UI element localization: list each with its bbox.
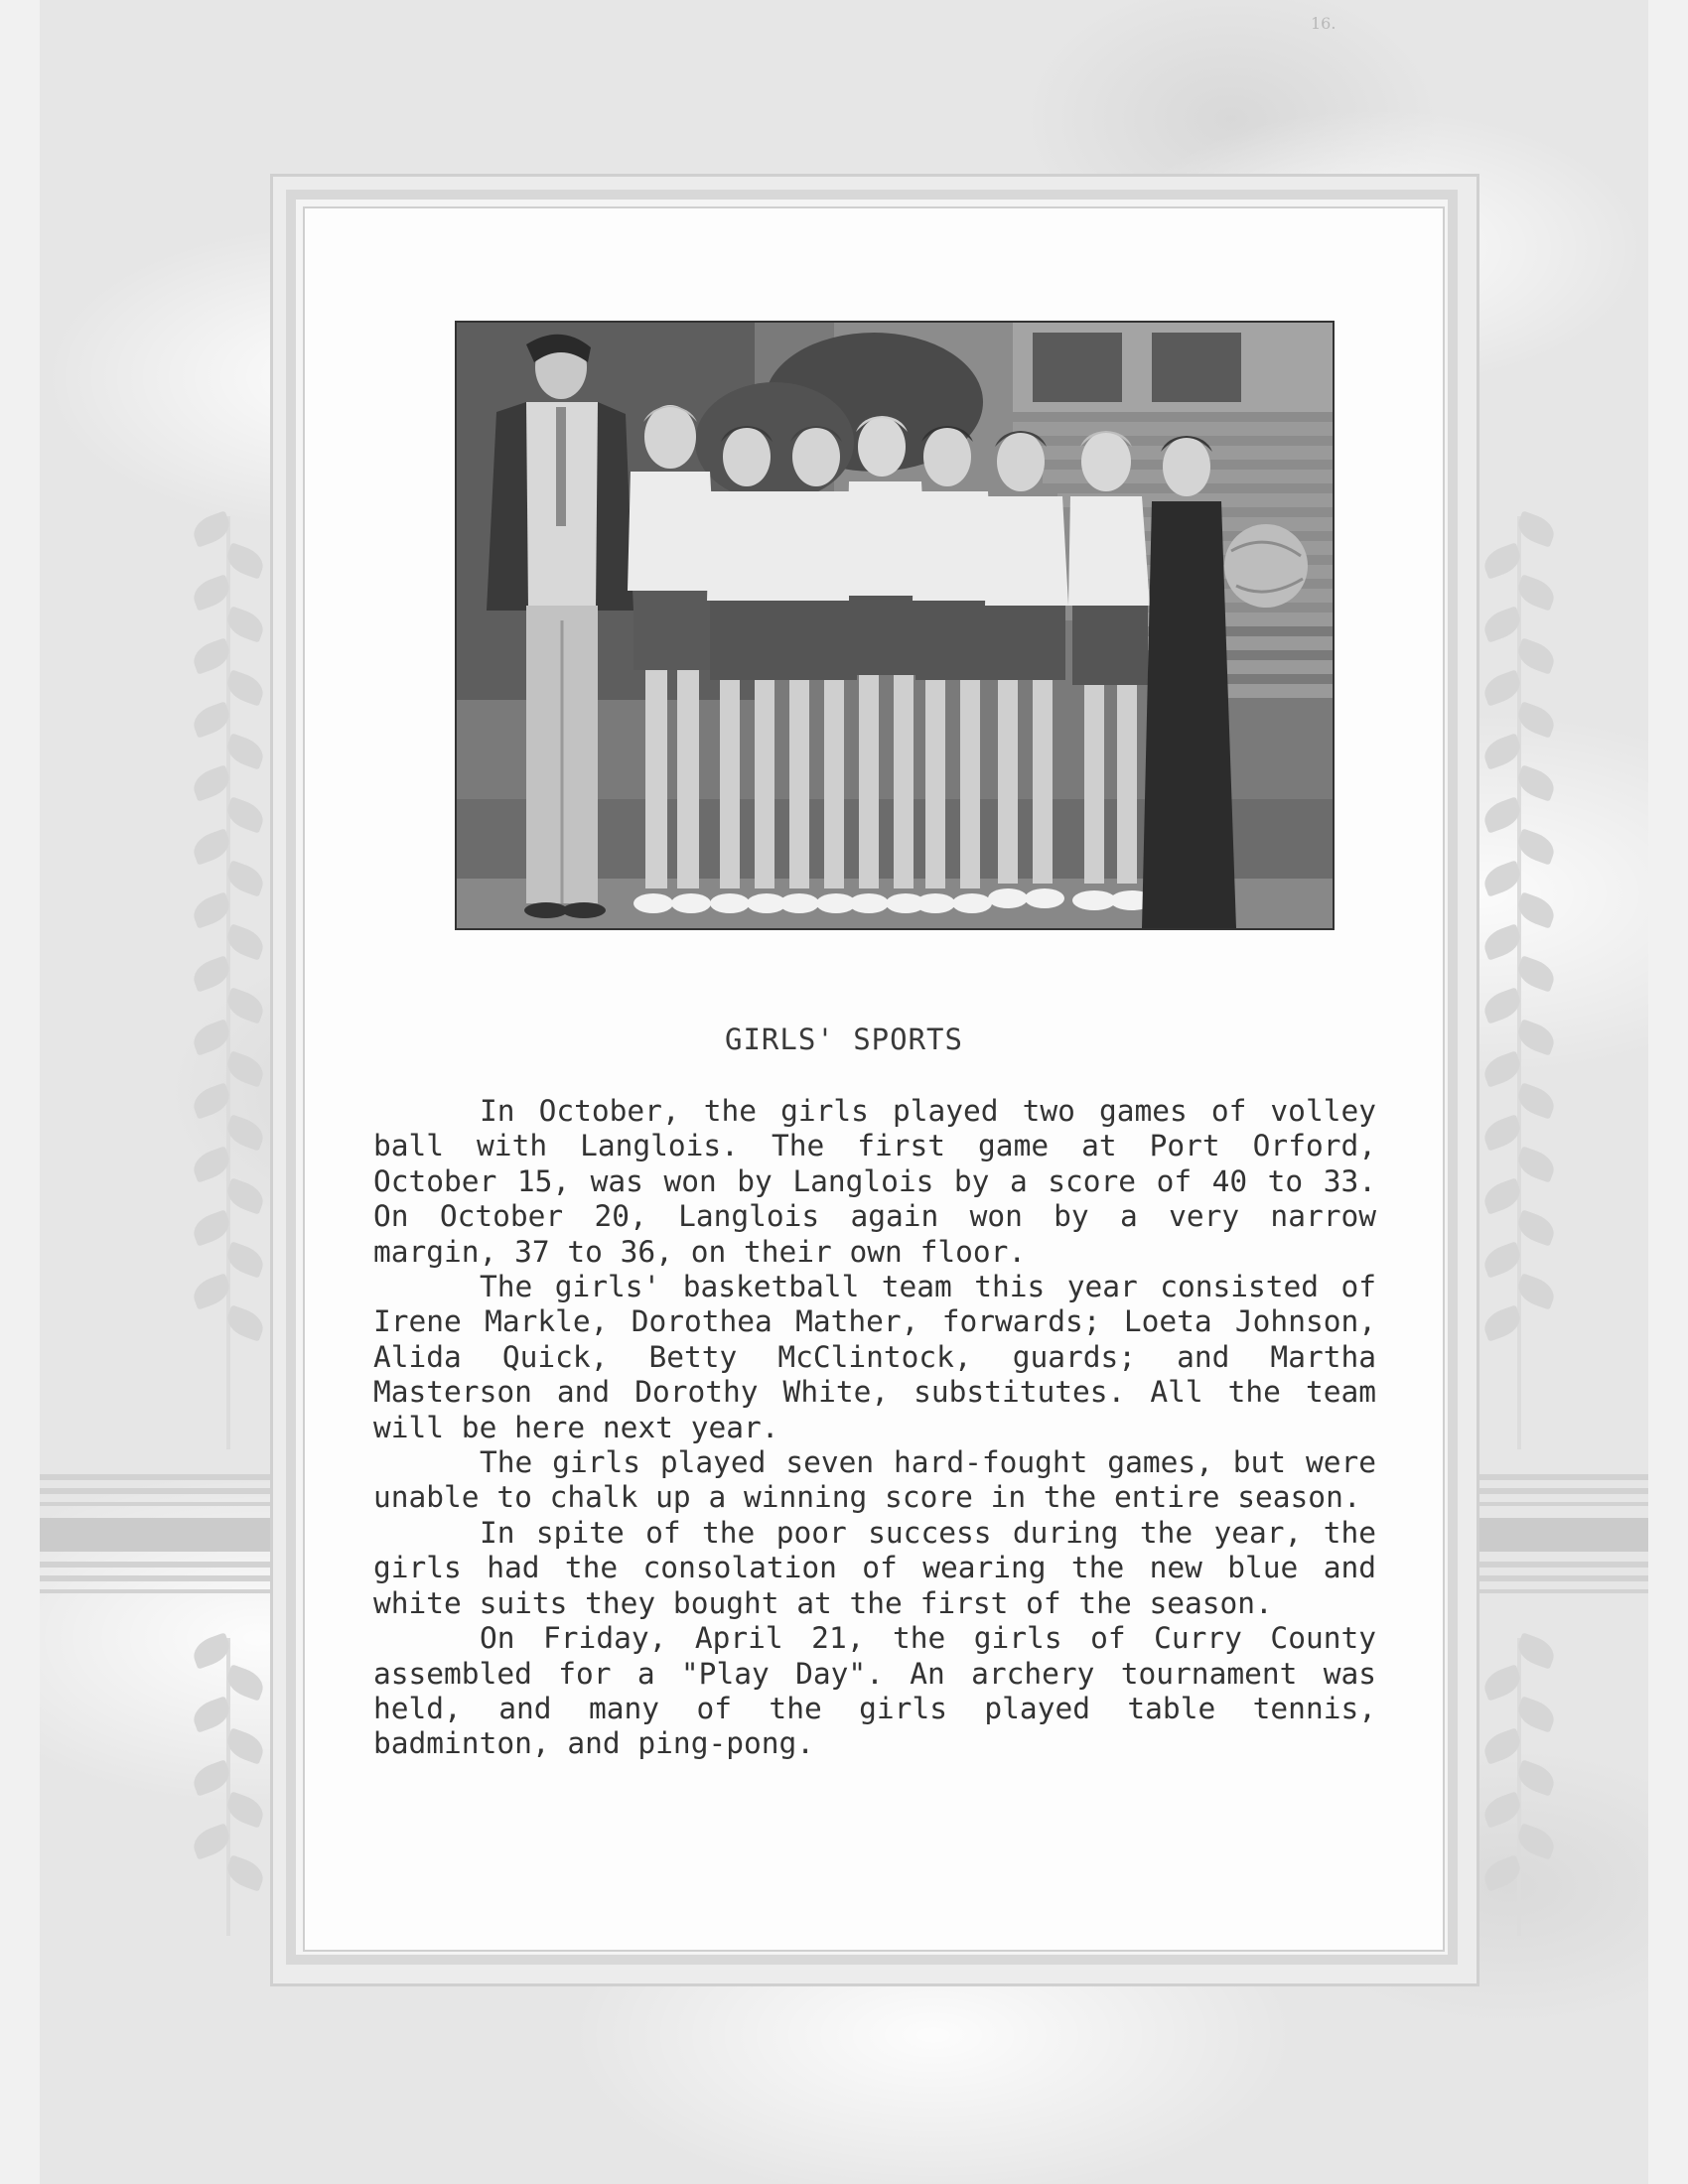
paragraph-new-suits: In spite of the poor success during the year, the girls had the consolation of wearing the new blue and white suits they bought at the first of the season.: [373, 1515, 1376, 1620]
paragraph-basketball-team: The girls' basketball team this year consisted of Irene Markle, Dorothea Mather, forwards; Loeta Johnson, Alida Quick, Betty McClintock, guards; and Martha Masterson and Dorothy White, substitutes. All the team will be here next year.: [373, 1270, 1376, 1444]
team-photograph: [455, 321, 1335, 930]
page-number: 16.: [1311, 14, 1336, 33]
paragraph-play-day: On Friday, April 21, the girls of Curry County assembled for a "Play Day". An archery tournament was held, and many of the girls played table tennis, badminton, and ping-pong.: [373, 1621, 1376, 1761]
article-body: [373, 1094, 1376, 1762]
right-vine-ornament-lower: [1475, 1638, 1564, 1936]
right-vine-ornament-upper: [1475, 516, 1564, 1449]
paragraph-volleyball: In October, the girls played two games of volley ball with Langlois. The first game at Port Orford, October 15, was won by Langlois by a score of 40 to 33. On October 20, Langlois again won by a very narrow margin, 37 to 36, on their own floor.: [373, 1094, 1376, 1269]
paragraph-season-record: The girls played seven hard-fought games, but were unable to chalk up a winning score in the entire season.: [373, 1445, 1376, 1515]
left-vine-ornament-upper: [184, 516, 273, 1449]
left-vine-ornament-lower: [184, 1638, 273, 1936]
article-title: GIRLS' SPORTS: [725, 1023, 963, 1056]
